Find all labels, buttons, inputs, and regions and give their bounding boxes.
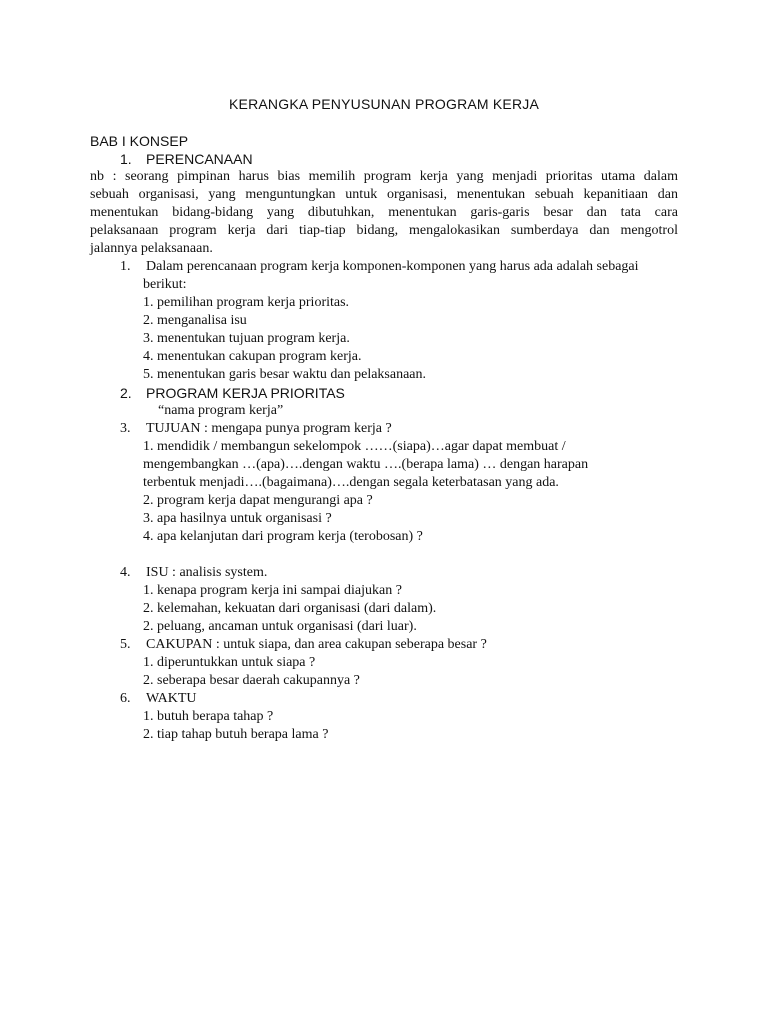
point-1-line-1: Dalam perencanaan program kerja komponen-komponen yang harus ada adalah sebagai (146, 259, 639, 274)
nb-line-3: menentukan bidang-bidang yang dibutuhkan, menentukan garis-garis besar dan tata cara (90, 205, 678, 220)
section-3-item-1-cont-b: terbentuk menjadi….(bagaimana)….dengan segala keterbatasan yang ada. (143, 475, 559, 490)
section-5-number: 5. (120, 637, 131, 652)
section-3-item-4: 4. apa kelanjutan dari program kerja (terobosan) ? (143, 529, 423, 544)
chapter-heading: BAB I KONSEP (90, 133, 189, 149)
section-6-title: WAKTU (146, 691, 197, 706)
nb-line-2: sebuah organisasi, yang menguntungkan untuk organisasi, menentukan sebuah kepanitiaan dan (90, 187, 678, 202)
section-4-item-1: 1. kenapa program kerja ini sampai diajukan ? (143, 583, 402, 598)
section-6-item-1: 1. butuh berapa tahap ? (143, 709, 274, 724)
section-4-number: 4. (120, 565, 131, 580)
section-1-number: 1. (120, 151, 132, 167)
point-1-item-3: 3. menentukan tujuan program kerja. (143, 331, 350, 346)
section-5-item-1: 1. diperuntukkan untuk siapa ? (143, 655, 316, 670)
nb-line-1: nb : seorang pimpinan harus bias memilih program kerja yang menjadi prioritas utama dalam (90, 169, 678, 184)
nb-line-5: jalannya pelaksanaan. (90, 241, 213, 256)
section-4-item-3: 2. peluang, ancaman untuk organisasi (dari luar). (143, 619, 417, 634)
section-3-item-3: 3. apa hasilnya untuk organisasi ? (143, 511, 332, 526)
section-5-item-2: 2. seberapa besar daerah cakupannya ? (143, 673, 360, 688)
section-3-heading (90, 420, 678, 438)
point-1-item-2: 2. menganalisa isu (143, 313, 247, 328)
point-1-number: 1. (120, 259, 131, 274)
section-4-title: ISU : analisis system. (146, 565, 268, 580)
section-6-heading (90, 690, 678, 708)
section-3-item-1-cont-a: mengembangkan …(apa)….dengan waktu ….(berapa lama) … dengan harapan (143, 457, 589, 472)
section-5-title: CAKUPAN : untuk siapa, dan area cakupan seberapa besar ? (146, 637, 487, 652)
section-1-title: PERENCANAAN (146, 151, 253, 167)
nb-line-4: pelaksanaan program kerja dari tiap-tiap bidang, mengalokasikan sumberdaya dan mengotrol (90, 223, 678, 238)
section-6-number: 6. (120, 691, 131, 706)
section-6-item-2: 2. tiap tahap butuh berapa lama ? (143, 727, 329, 742)
point-1-line-2: berikut: (143, 277, 187, 292)
section-2-heading (90, 384, 678, 402)
section-3-number: 3. (120, 421, 131, 436)
point-1-item-5: 5. menentukan garis besar waktu dan pelaksanaan. (143, 367, 427, 382)
point-1-heading (90, 258, 678, 276)
section-1-heading (90, 150, 678, 168)
section-4-item-2: 2. kelemahan, kekuatan dari organisasi (dari dalam). (143, 601, 437, 616)
point-1-item-1: 1. pemilihan program kerja prioritas. (143, 295, 350, 310)
section-3-item-2: 2. program kerja dapat mengurangi apa ? (143, 493, 373, 508)
section-2-title: PROGRAM KERJA PRIORITAS (146, 385, 345, 401)
section-2-quote: “nama program kerja” (158, 403, 284, 418)
point-1-item-4: 4. menentukan cakupan program kerja. (143, 349, 362, 364)
section-5-heading (90, 636, 678, 654)
document-title: KERANGKA PENYUSUNAN PROGRAM KERJA (229, 96, 539, 112)
spacer (90, 546, 678, 564)
section-3-title: TUJUAN : mengapa punya program kerja ? (146, 421, 392, 436)
section-2-number: 2. (120, 385, 132, 401)
document-body (90, 132, 678, 744)
section-3-item-1: 1. mendidik / membangun sekelompok ……(siapa)…agar dapat membuat / (143, 439, 566, 454)
section-4-heading (90, 564, 678, 582)
